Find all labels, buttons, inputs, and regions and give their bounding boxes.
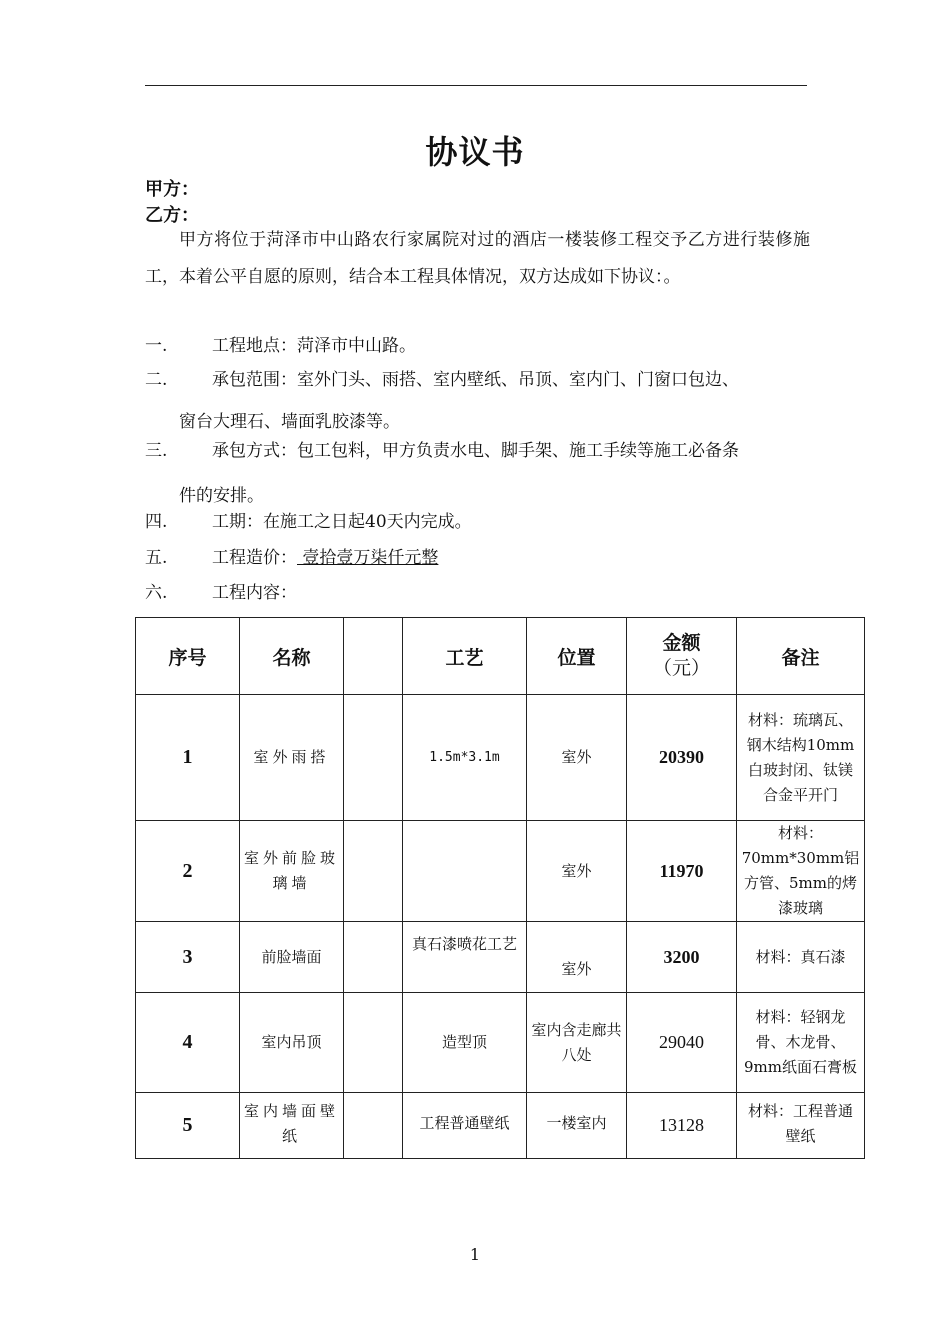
clause-text: 工程内容： — [212, 583, 297, 603]
intro-paragraph: 甲方将位于菏泽市中山路农行家属院对过的酒店一楼装修工程交予乙方进行装修施工，本着公平自愿的原则，结合本工程具体情况，双方达成如下协议：。 — [145, 230, 810, 287]
cell-blank — [344, 821, 403, 922]
cell-amount: 11970 — [627, 821, 737, 922]
clause-number: 六. — [145, 583, 168, 603]
header-process: 工艺 — [403, 618, 527, 695]
cell-note: 材料：真石漆 — [737, 922, 865, 993]
header-amount-line1: 金额 — [662, 632, 701, 654]
clause-5 — [145, 541, 438, 576]
contract-price: 壹拾壹万柒仟元整 — [297, 548, 439, 568]
cell-seq: 3 — [136, 922, 240, 993]
cell-note: 材料：琉璃瓦、钢木结构10mm白玻封闭、钛镁合金平开门 — [737, 695, 865, 821]
header-rule — [145, 85, 807, 86]
table-row — [136, 821, 865, 922]
header-blank — [344, 618, 403, 695]
cell-seq: 2 — [136, 821, 240, 922]
cell-note: 材料：70mm*30mm铝方管、5mm的烤漆玻璃 — [737, 821, 865, 922]
cell-process: 造型顶 — [403, 993, 527, 1093]
cell-location: 室外 — [527, 821, 627, 922]
party-a-label: 甲方： — [145, 179, 199, 200]
cell-process: 真石漆喷花工艺 — [403, 922, 527, 993]
header-seq: 序号 — [136, 618, 240, 695]
cell-name: 室内墙面壁纸 — [240, 1093, 344, 1159]
header-location: 位置 — [527, 618, 627, 695]
table-row — [136, 993, 865, 1093]
clause-text: 工程地点：菏泽市中山路。 — [212, 336, 416, 356]
document-title: 协议书 — [425, 133, 525, 171]
cell-blank — [344, 695, 403, 821]
clause-2-continuation: 窗台大理石、墙面乳胶漆等。 — [179, 412, 400, 432]
cell-amount: 20390 — [627, 695, 737, 821]
party-b-label: 乙方： — [145, 205, 199, 226]
cell-name: 室外雨搭 — [240, 695, 344, 821]
cell-amount: 3200 — [627, 922, 737, 993]
cell-location: 室外 — [527, 695, 627, 821]
header-amount — [627, 618, 737, 695]
cell-name: 室内吊顶 — [240, 993, 344, 1093]
cell-seq: 1 — [136, 695, 240, 821]
clause-number: 五. — [145, 548, 168, 568]
clause-number: 三. — [145, 441, 168, 461]
clause-3 — [145, 434, 739, 469]
clause-number: 二. — [145, 370, 168, 390]
cell-name: 室外前脸玻璃墙 — [240, 821, 344, 922]
cell-location: 一楼室内 — [527, 1093, 627, 1159]
header-name: 名称 — [240, 618, 344, 695]
table-row — [136, 695, 865, 821]
header-note: 备注 — [737, 618, 865, 695]
cell-blank — [344, 1093, 403, 1159]
cell-blank — [344, 993, 403, 1093]
table-row — [136, 922, 865, 993]
clause-1 — [145, 329, 416, 364]
work-content-table — [135, 617, 865, 1159]
clause-text: 工期：在施工之日起40天内完成。 — [212, 512, 472, 532]
header-amount-line2: （元） — [652, 657, 710, 679]
clause-2 — [145, 363, 739, 398]
cell-amount: 29040 — [627, 993, 737, 1093]
cell-seq: 5 — [136, 1093, 240, 1159]
cell-seq: 4 — [136, 993, 240, 1093]
cell-blank — [344, 922, 403, 993]
table-header-row — [136, 618, 865, 695]
clause-text: 承包方式：包工包料，甲方负责水电、脚手架、施工手续等施工必备条 — [212, 441, 739, 461]
clause-6 — [145, 576, 297, 611]
clause-label: 工程造价： — [212, 548, 297, 568]
cell-process — [403, 821, 527, 922]
clause-4 — [145, 505, 472, 540]
clause-3-continuation: 件的安排。 — [179, 486, 264, 506]
clause-text: 承包范围：室外门头、雨搭、室内壁纸、吊顶、室内门、门窗口包边、 — [212, 370, 739, 390]
cell-process: 工程普通壁纸 — [403, 1093, 527, 1159]
page-number: 1 — [469, 1245, 481, 1264]
cell-note: 材料：工程普通壁纸 — [737, 1093, 865, 1159]
cell-name: 前脸墙面 — [240, 922, 344, 993]
cell-note: 材料：轻钢龙骨、木龙骨、9mm纸面石膏板 — [737, 993, 865, 1093]
table-row — [136, 1093, 865, 1159]
clause-number: 四. — [145, 512, 168, 532]
cell-location: 室内含走廊共八处 — [527, 993, 627, 1093]
clause-number: 一. — [145, 336, 168, 356]
cell-location: 室外 — [527, 922, 627, 993]
cell-amount: 13128 — [627, 1093, 737, 1159]
cell-process: 1.5m*3.1m — [403, 695, 527, 821]
